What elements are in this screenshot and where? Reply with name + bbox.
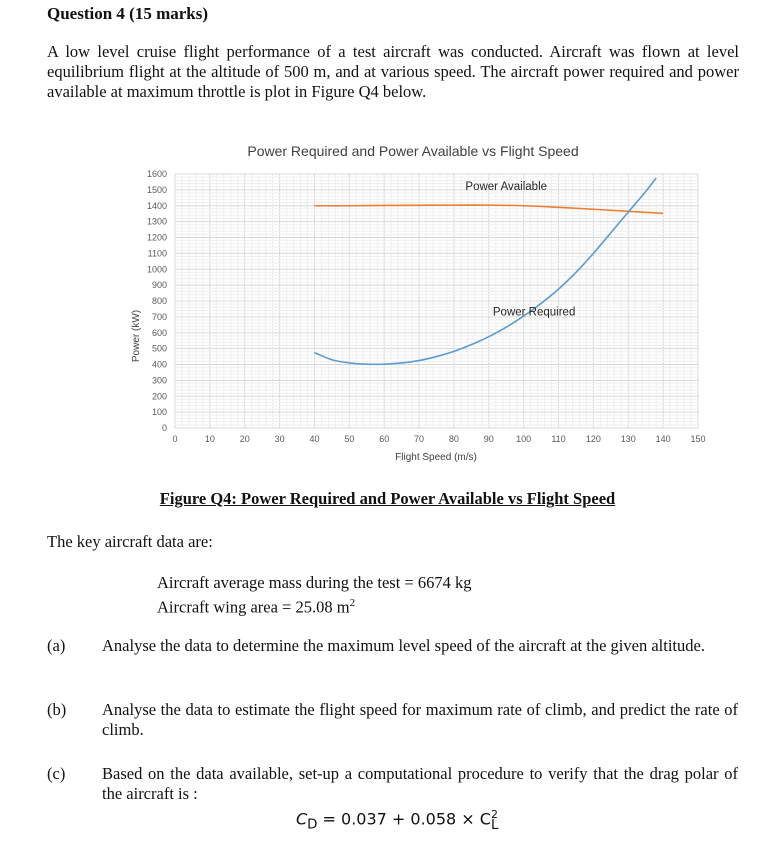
y-tick-label: 1200 <box>146 232 167 243</box>
x-tick-label: 90 <box>483 434 494 444</box>
chart-title: Power Required and Power Available vs Flight Speed <box>247 143 579 159</box>
x-axis-label: Flight Speed (m/s) <box>395 452 477 463</box>
y-tick-label: 1600 <box>146 169 167 179</box>
y-tick-label: 600 <box>151 327 167 338</box>
part-c-label: (c) <box>47 764 66 783</box>
y-tick-label: 700 <box>151 311 167 322</box>
x-tick-label: 150 <box>690 434 706 444</box>
key-data-list <box>157 573 471 618</box>
x-tick-label: 20 <box>239 434 250 444</box>
y-tick-label: 500 <box>151 343 167 354</box>
power-chart <box>108 140 718 470</box>
x-tick-label: 110 <box>551 434 566 444</box>
figure-caption: Figure Q4: Power Required and Power Available vs Flight Speed <box>159 489 616 508</box>
question-intro: A low level cruise flight performance of a test aircraft was conducted. Aircraft was flown at level equilibrium flight at the altitude of 500 m, and at various speed. The aircraft power required and power available at maximum throttle is plot in Figure Q4 below. <box>47 42 739 101</box>
x-tick-label: 10 <box>204 434 215 444</box>
y-tick-label: 1000 <box>146 264 167 275</box>
y-tick-label: 300 <box>151 375 167 386</box>
y-tick-label: 1400 <box>146 200 167 211</box>
y-tick-label: 800 <box>151 296 167 306</box>
y-tick-label: 400 <box>151 359 167 370</box>
y-tick-label: 200 <box>151 391 167 402</box>
wing-area-line: Aircraft wing area = 25.08 $m^2$ <box>157 597 356 617</box>
y-tick-label: 900 <box>151 280 167 291</box>
x-tick-label: 80 <box>448 434 459 444</box>
x-tick-label: 30 <box>274 434 285 444</box>
part-c-text: Based on the data available, set-up a computational procedure to verify that the drag polar of the aircraft is : <box>102 764 738 803</box>
y-tick-labels <box>147 169 167 433</box>
y-tick-label: 1100 <box>147 248 167 259</box>
chart-grid <box>175 174 698 428</box>
y-axis-label: Power (kW) <box>131 309 142 363</box>
part-a-label: (a) <box>47 636 66 655</box>
x-tick-label: 0 <box>172 434 178 444</box>
x-tick-label: 120 <box>585 434 601 444</box>
x-tick-label: 60 <box>379 434 390 444</box>
x-tick-label: 140 <box>655 434 671 444</box>
key-data-intro: The key aircraft data are: <box>47 532 213 551</box>
x-tick-label: 40 <box>309 434 320 444</box>
drag-polar-formula: $C_D = 0.037 + 0.058 \times C^2_L$ <box>296 808 499 833</box>
part-b-text: Analyse the data to estimate the flight speed for maximum rate of climb, and predict the rate of climb. <box>102 700 738 739</box>
part-a-text: Analyse the data to determine the maximum level speed of the aircraft at the given altitude. <box>102 636 705 655</box>
x-tick-label: 130 <box>620 434 636 444</box>
y-tick-label: 100 <box>151 407 167 418</box>
y-tick-label: 1300 <box>146 216 167 227</box>
mass-line: Aircraft average mass during the test = 6674 kg <box>157 573 472 592</box>
x-tick-labels <box>172 434 705 444</box>
annotation-power-required: Power Required <box>492 306 576 319</box>
y-tick-label: 1500 <box>146 184 167 195</box>
part-b-label: (b) <box>47 700 67 719</box>
x-tick-label: 50 <box>344 434 355 444</box>
y-tick-label: 0 <box>161 423 167 433</box>
x-tick-label: 100 <box>516 434 532 444</box>
annotation-power-available: Power Available <box>465 181 548 194</box>
question-title: Question 4 (15 marks) <box>47 4 209 23</box>
x-tick-label: 70 <box>414 434 425 444</box>
